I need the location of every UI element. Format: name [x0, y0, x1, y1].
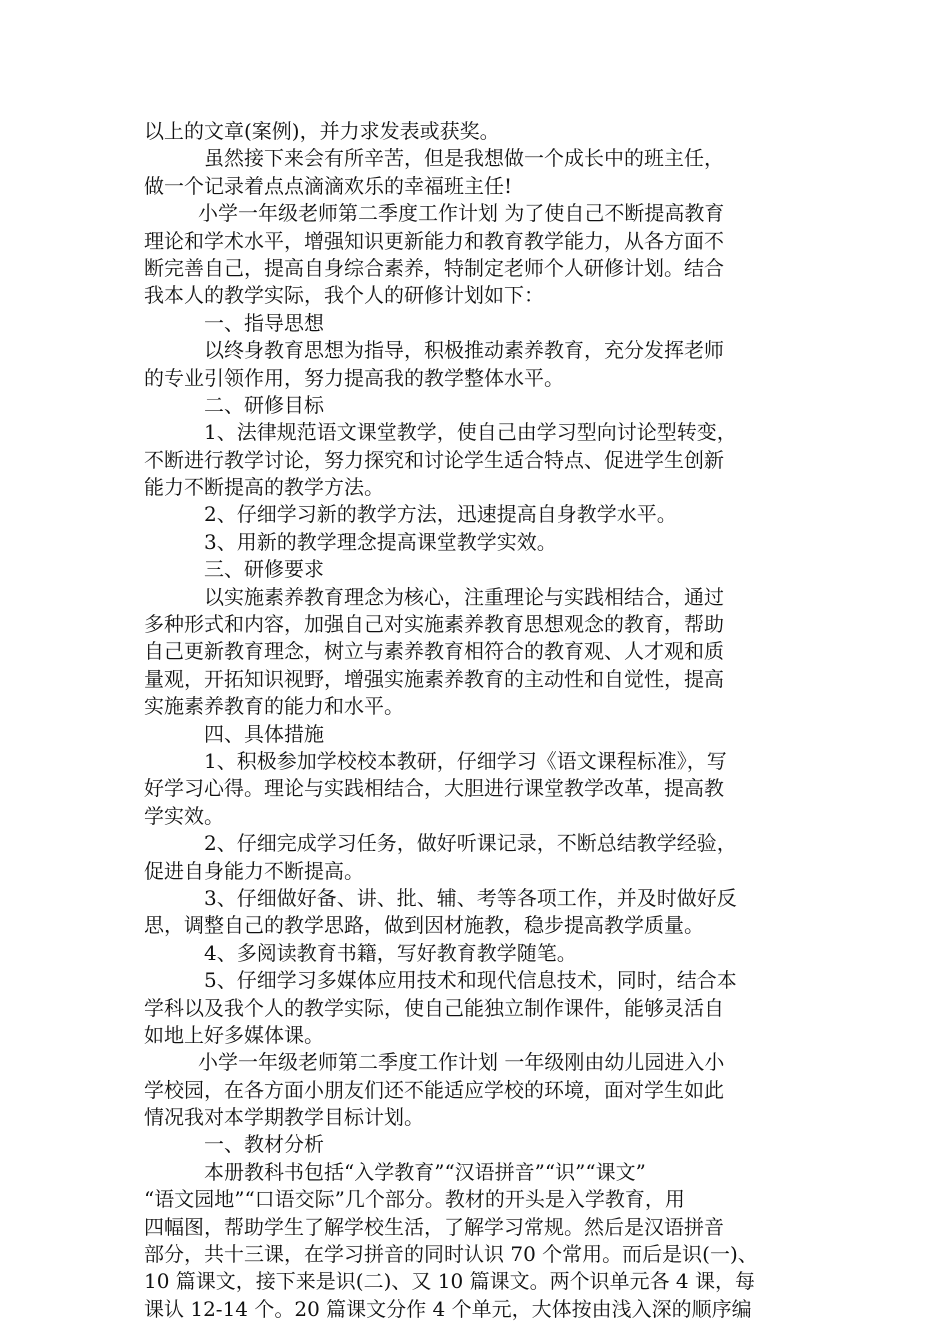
- text-line: 理论和学术水平，增强知识更新能力和教育教学能力，从各方面不: [144, 228, 724, 253]
- text-line: 虽然接下来会有所辛苦，但是我想做一个成长中的班主任，: [204, 146, 724, 171]
- text-line: “语文园地”“口语交际”几个部分。教材的开头是入学教育，用: [144, 1187, 685, 1212]
- text-line: 小学一年级老师第二季度工作计划 一年级刚由幼儿园进入小: [198, 1050, 725, 1075]
- text-line: 自己更新教育理念，树立与素养教育相符合的教育观、人才观和质: [144, 639, 724, 664]
- text-line: 情况我对本学期教学目标计划。: [144, 1105, 424, 1130]
- text-line: 学校园，在各方面小朋友们还不能适应学校的环境，面对学生如此: [144, 1077, 724, 1102]
- text-line: 以实施素养教育理念为核心，注重理论与实践相结合，通过: [204, 584, 724, 609]
- text-line: 10 篇课文，接下来是识(二)、又 10 篇课文。两个识单元各 4 课，每: [144, 1269, 756, 1294]
- text-line: 能力不断提高的教学方法。: [144, 475, 384, 500]
- text-line: 本册教科书包括“入学教育”“汉语拼音”“识”“课文”: [204, 1159, 646, 1184]
- text-line: 1、积极参加学校校本教研，仔细学习《语文课程标准》，写: [204, 748, 727, 773]
- text-line: 促进自身能力不断提高。: [144, 858, 364, 883]
- text-line: 二、研修目标: [204, 392, 324, 417]
- text-line: 课认 12-14 个。20 篇课文分作 4 个单元，大体按由浅入深的顺序编: [144, 1296, 752, 1321]
- text-line: 1、法律规范语文课堂教学，使自己由学习型向讨论型转变，: [204, 420, 737, 445]
- text-line: 2、仔细完成学习任务，做好听课记录，不断总结教学经验，: [204, 831, 737, 856]
- text-line: 我本人的教学实际，我个人的研修计划如下：: [144, 283, 544, 308]
- text-line: 思，调整自己的教学思路，做到因材施教，稳步提高教学质量。: [144, 913, 704, 938]
- text-line: 好学习心得。理论与实践相结合，大胆进行课堂教学改革，提高教: [144, 776, 724, 801]
- text-line: 一、教材分析: [204, 1132, 324, 1157]
- text-line: 的专业引领作用，努力提高我的教学整体水平。: [144, 365, 564, 390]
- text-line: 以终身教育思想为指导，积极推动素养教育，充分发挥老师: [204, 338, 724, 363]
- text-line: 2、仔细学习新的教学方法，迅速提高自身教学水平。: [204, 502, 677, 527]
- text-line: 四幅图，帮助学生了解学校生活，了解学习常规。然后是汉语拼音: [144, 1214, 724, 1239]
- text-line: 如地上好多媒体课。: [144, 1022, 324, 1047]
- text-line: 多种形式和内容，加强自己对实施素养教育思想观念的教育，帮助: [144, 612, 724, 637]
- document-page: [144, 118, 810, 1323]
- text-line: 部分，共十三课，在学习拼音的同时认识 70 个常用。而后是识(一)、: [144, 1242, 758, 1267]
- text-line: 3、用新的教学理念提高课堂教学实效。: [204, 529, 557, 554]
- text-line: 小学一年级老师第二季度工作计划 为了使自己不断提高教育: [198, 201, 725, 226]
- text-line: 学实效。: [144, 803, 224, 828]
- text-line: 5、仔细学习多媒体应用技术和现代信息技术，同时，结合本: [204, 968, 737, 993]
- text-line: 不断进行教学讨论，努力探究和讨论学生适合特点、促进学生创新: [144, 447, 724, 472]
- text-line: 量观，开拓知识视野，增强实施素养教育的主动性和自觉性，提高: [144, 666, 724, 691]
- text-line: 三、研修要求: [204, 557, 324, 582]
- text-line: 4、多阅读教育书籍，写好教育教学随笔。: [204, 940, 577, 965]
- text-line: 实施素养教育的能力和水平。: [144, 694, 404, 719]
- text-line: 一、指导思想: [204, 310, 324, 335]
- text-line: 做一个记录着点点滴滴欢乐的幸福班主任!: [144, 173, 513, 198]
- text-line: 学科以及我个人的教学实际，使自己能独立制作课件，能够灵活自: [144, 995, 724, 1020]
- text-line: 断完善自己，提高自身综合素养，特制定老师个人研修计划。结合: [144, 255, 724, 280]
- text-line: 3、仔细做好备、讲、批、辅、考等各项工作，并及时做好反: [204, 885, 737, 910]
- text-line: 四、具体措施: [204, 721, 324, 746]
- text-line: 以上的文章(案例)，并力求发表或获奖。: [144, 119, 500, 143]
